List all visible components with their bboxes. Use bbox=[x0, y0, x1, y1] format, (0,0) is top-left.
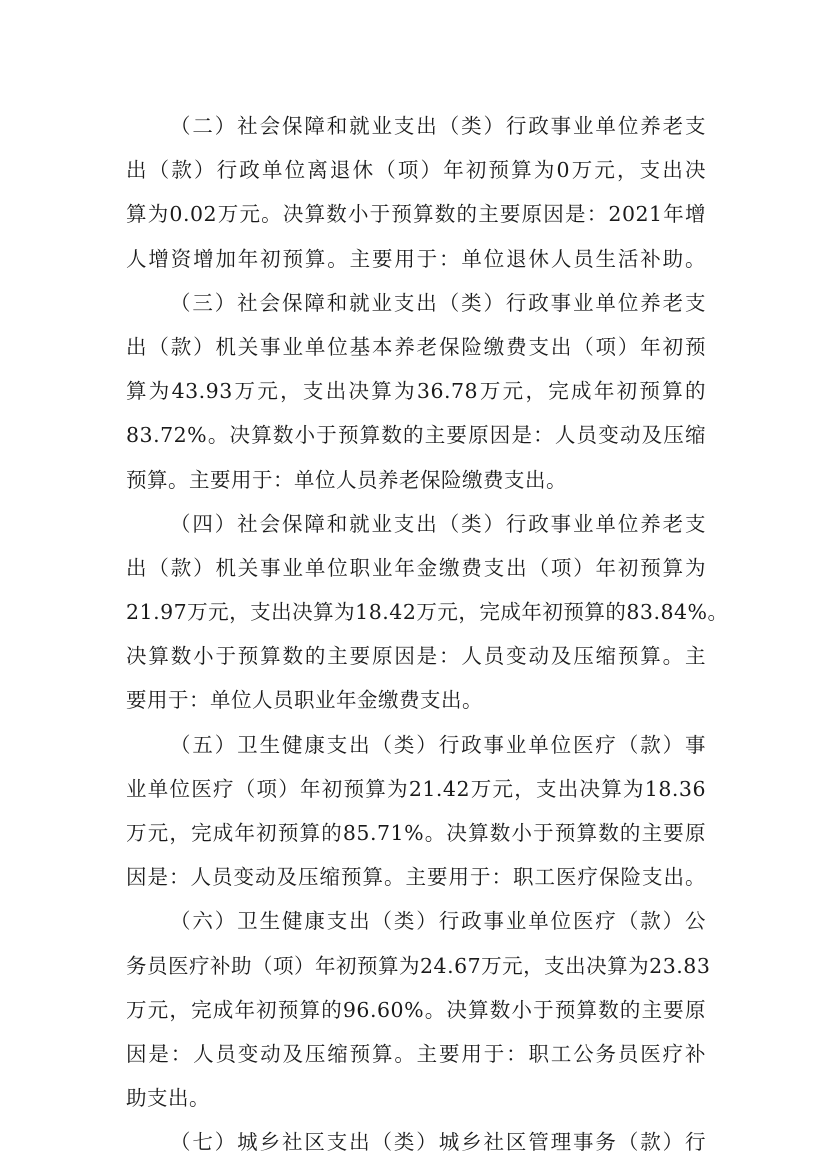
paragraph-6 bbox=[126, 899, 711, 1120]
text-line: （七）城乡社区支出（类）城乡社区管理事务（款）行 bbox=[170, 1130, 706, 1155]
text-line: 万元，完成年初预算的85.71%。决算数小于预算数的主要原 bbox=[126, 821, 706, 845]
text-line: 万元，完成年初预算的96.60%。决算数小于预算数的主要原 bbox=[126, 997, 706, 1022]
text-line: （四）社会保障和就业支出（类）行政事业单位养老支 bbox=[170, 511, 706, 536]
paragraph-3 bbox=[126, 281, 706, 502]
text-line: 务员医疗补助（项）年初预算为24.67万元，支出决算为23.83 bbox=[126, 953, 711, 978]
text-line: 预算。主要用于：单位人员养老保险缴费支出。 bbox=[126, 467, 567, 492]
text-line: 决算数小于预算数的主要原因是：人员变动及压缩预算。主 bbox=[126, 644, 706, 669]
text-line: （三）社会保障和就业支出（类）行政事业单位养老支 bbox=[170, 290, 706, 315]
text-line: 因是：人员变动及压缩预算。主要用于：职工公务员医疗补 bbox=[126, 1041, 706, 1066]
text-line: 出（款）机关事业单位职业年金缴费支出（项）年初预算为 bbox=[126, 555, 706, 580]
text-line: （五）卫生健康支出（类）行政事业单位医疗（款）事 bbox=[170, 732, 706, 757]
text-line: 算为43.93万元，支出决算为36.78万元，完成年初预算的 bbox=[126, 379, 706, 404]
text-line: 助支出。 bbox=[126, 1086, 210, 1111]
text-line: （六）卫生健康支出（类）行政事业单位医疗（款）公 bbox=[170, 909, 706, 934]
text-line: 算为0.02万元。决算数小于预算数的主要原因是：2021年增 bbox=[126, 202, 706, 227]
text-line: 出（款）行政单位离退休（项）年初预算为0万元，支出决 bbox=[126, 158, 706, 183]
paragraph-5 bbox=[126, 723, 706, 900]
text-line: 人增资增加年初预算。主要用于：单位退休人员生活补助。 bbox=[126, 246, 706, 271]
paragraph-4 bbox=[126, 502, 729, 723]
text-line: 83.72%。决算数小于预算数的主要原因是：人员变动及压缩 bbox=[126, 423, 706, 448]
text-line: 要用于：单位人员职业年金缴费支出。 bbox=[126, 688, 483, 713]
document-body bbox=[126, 104, 729, 1165]
paragraph-7 bbox=[126, 1120, 706, 1164]
text-line: 21.97万元，支出决算为18.42万元，完成年初预算的83.84%。 bbox=[126, 600, 729, 625]
text-line: 出（款）机关事业单位基本养老保险缴费支出（项）年初预 bbox=[126, 334, 706, 359]
text-line: （二）社会保障和就业支出（类）行政事业单位养老支 bbox=[170, 114, 706, 138]
paragraph-2 bbox=[126, 104, 706, 281]
text-line: 因是：人员变动及压缩预算。主要用于：职工医疗保险支出。 bbox=[126, 865, 706, 890]
text-line: 业单位医疗（项）年初预算为21.42万元，支出决算为18.36 bbox=[126, 776, 706, 801]
